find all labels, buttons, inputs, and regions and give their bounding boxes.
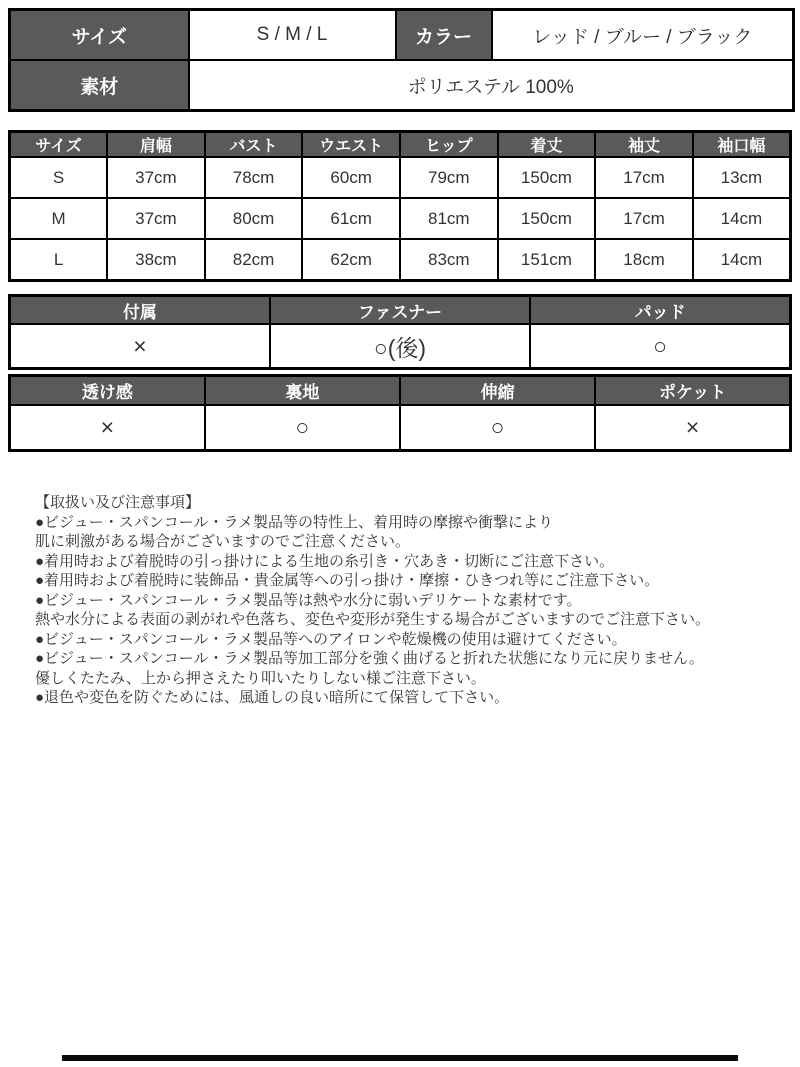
cell: M bbox=[10, 198, 108, 239]
column-header: ポケット bbox=[595, 376, 790, 406]
table-row bbox=[10, 198, 791, 239]
cell: × bbox=[10, 405, 205, 451]
column-header: パッド bbox=[530, 296, 790, 325]
column-header: 伸縮 bbox=[400, 376, 595, 406]
care-notes bbox=[35, 493, 792, 708]
table-row bbox=[10, 60, 794, 111]
column-header: 裏地 bbox=[205, 376, 400, 406]
table-row bbox=[10, 405, 791, 451]
note-line: ●着用時および着脱時の引っ掛けによる生地の糸引き・穴あき・切断にご注意下さい。 bbox=[35, 552, 615, 570]
cell: 18cm bbox=[595, 239, 693, 281]
cell: 37cm bbox=[107, 198, 205, 239]
cell: ○ bbox=[400, 405, 595, 451]
cell: ○ bbox=[205, 405, 400, 451]
color-header: カラー bbox=[396, 10, 492, 61]
cell: 151cm bbox=[498, 239, 596, 281]
cell: 60cm bbox=[302, 157, 400, 198]
note-line: 熱や水分による表面の剥がれや色落ち、変色や変形が発生する場合がございますのでご注意下さい。 bbox=[35, 611, 711, 628]
table-row bbox=[10, 239, 791, 281]
note-line: 優しくたたみ、上から押さえたり叩いたりしない様ご注意下さい。 bbox=[35, 669, 486, 687]
note-line: ●ビジュー・スパンコール・ラメ製品等へのアイロンや乾燥機の使用は避けてください。 bbox=[35, 630, 627, 648]
cell: 38cm bbox=[107, 239, 205, 281]
column-header: サイズ bbox=[10, 132, 108, 158]
header-row bbox=[10, 376, 791, 406]
cell: 83cm bbox=[400, 239, 498, 281]
cell: 80cm bbox=[205, 198, 303, 239]
column-header: 着丈 bbox=[498, 132, 596, 158]
note-line: ●ビジュー・スパンコール・ラメ製品等の特性上、着用時の摩擦や衝撃により bbox=[35, 513, 554, 531]
column-header: 袖丈 bbox=[595, 132, 693, 158]
table-row bbox=[10, 157, 791, 198]
features-table-b bbox=[8, 374, 792, 452]
note-line: ●退色や変色を防ぐためには、風通しの良い暗所にて保管して下さい。 bbox=[35, 689, 510, 706]
size-header: サイズ bbox=[10, 10, 189, 61]
note-line: ●着用時および着脱時に装飾品・貴金属等への引っ掛け・摩擦・ひきつれ等にご注意下さい。 bbox=[35, 572, 660, 589]
cell: S bbox=[10, 157, 108, 198]
cell: 78cm bbox=[205, 157, 303, 198]
column-header: 透け感 bbox=[10, 376, 205, 406]
cell: 61cm bbox=[302, 198, 400, 239]
cell: 17cm bbox=[595, 157, 693, 198]
column-header: 袖口幅 bbox=[693, 132, 791, 158]
column-header: ヒップ bbox=[400, 132, 498, 158]
note-line: 肌に刺激がある場合がございますのでご注意ください。 bbox=[35, 533, 411, 550]
cell: 62cm bbox=[302, 239, 400, 281]
note-line: ●ビジュー・スパンコール・ラメ製品等加工部分を強く曲げると折れた状態になり元に戻りません。 bbox=[35, 650, 704, 667]
cell: 17cm bbox=[595, 198, 693, 239]
column-header: 肩幅 bbox=[107, 132, 205, 158]
features-table-a bbox=[8, 294, 792, 370]
cell: 14cm bbox=[693, 198, 791, 239]
cell: 37cm bbox=[107, 157, 205, 198]
cell: 82cm bbox=[205, 239, 303, 281]
bottom-divider bbox=[62, 1055, 738, 1061]
header-row bbox=[10, 296, 791, 325]
measurements-table bbox=[8, 130, 792, 282]
material-header: 素材 bbox=[10, 60, 189, 111]
cell: ○ bbox=[530, 324, 790, 369]
material-value: ポリエステル 100% bbox=[189, 60, 794, 111]
size-value: S / M / L bbox=[189, 10, 396, 61]
cell: × bbox=[10, 324, 270, 369]
cell: 81cm bbox=[400, 198, 498, 239]
column-header: バスト bbox=[205, 132, 303, 158]
notes-title: 【取扱い及び注意事項】 bbox=[35, 494, 201, 511]
product-spec-sheet bbox=[8, 8, 792, 708]
cell: L bbox=[10, 239, 108, 281]
cell: × bbox=[595, 405, 790, 451]
cell: 14cm bbox=[693, 239, 791, 281]
column-header: ウエスト bbox=[302, 132, 400, 158]
cell: 79cm bbox=[400, 157, 498, 198]
column-header: ファスナー bbox=[270, 296, 530, 325]
note-line: ●ビジュー・スパンコール・ラメ製品等は熱や水分に弱いデリケートな素材です。 bbox=[35, 591, 582, 609]
cell: 150cm bbox=[498, 198, 596, 239]
table-row bbox=[10, 324, 791, 369]
cell: ○(後) bbox=[270, 324, 530, 369]
cell: 150cm bbox=[498, 157, 596, 198]
cell: 13cm bbox=[693, 157, 791, 198]
product-summary-table bbox=[8, 8, 795, 112]
table-row bbox=[10, 10, 794, 61]
column-header: 付属 bbox=[10, 296, 270, 325]
color-value: レッド / ブルー / ブラック bbox=[492, 10, 794, 61]
header-row bbox=[10, 132, 791, 158]
